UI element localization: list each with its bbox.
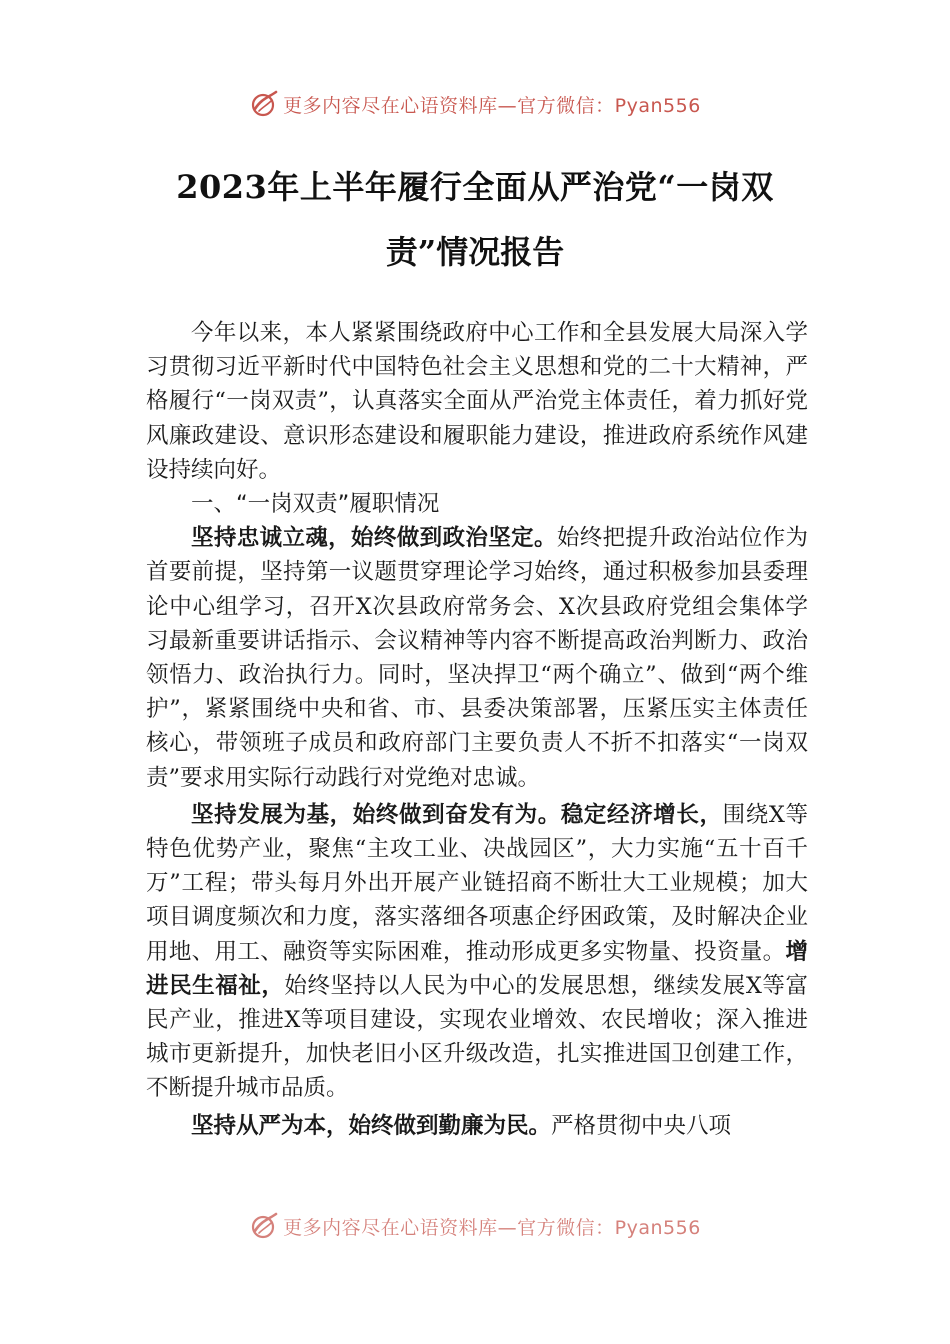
document-title-line-1: 2023年上半年履行全面从严治党“一岗双 [176,168,774,206]
paragraph-text: 围绕X等特色优势产业，聚焦“主攻工业、决战园区”，大力实施“五十百千万”工程；带头每月外出开展产业链招商不断壮大工业规模；加大项目调度频次和力度，落实落细各项惠企纾困政策，及时解决企业用地、用工、融资等实际困难，推动形成更多实物量、投资量。 [146,801,808,965]
paragraph-development [146,798,808,1106]
watermark-text: 更多内容尽在心语资料库—官方微信：Pyan556 [283,1216,701,1239]
watermark-logo-icon [249,89,279,119]
paragraph-integrity [146,1109,808,1143]
watermark-content [249,1211,701,1241]
watermark-footer [0,1206,950,1246]
document-title-line-2: 责”情况报告 [385,233,565,271]
document-body [146,316,808,1143]
watermark-logo-icon [249,1211,279,1241]
paragraph-text: 始终把提升政治站位作为首要前提，坚持第一议题贯穿理论学习始终，通过积极参加县委理论中心组学习，召开X次县政府常务会、X次县政府党组会集体学习最新重要讲话指示、会议精神等内容不断提高政治判断力、政治领悟力、政治执行力。同时，坚决捍卫“两个确立”、做到“两个维护”，紧紧围绕中央和省、市、县委决策部署，压紧压实主体责任核心，带领班子成员和政府部门主要负责人不折不扣落实“一岗双责”要求用实际行动践行对党绝对忠诚。 [146,525,808,791]
paragraph-text: 严格贯彻中央八项 [551,1112,732,1139]
paragraph-political-loyalty [146,521,808,795]
paragraph-lead-bold: 坚持忠诚立魂，始终做到政治坚定。 [191,525,557,552]
paragraph-lead-bold: 坚持发展为基，始终做到奋发有为。稳定经济增长， [191,801,723,828]
paragraph-text: 始终坚持以人民为中心的发展思想，继续发展X等富民产业，推进X等项目建设，实现农业增效、农民增收；深入推进城市更新提升，加快老旧小区升级改造，扎实推进国卫创建工作，不断提升城市品质。 [146,972,808,1102]
paragraph-inline-bold: 增进民生福祉， [146,938,808,999]
watermark-header [0,84,950,124]
watermark-content [249,89,701,119]
intro-paragraph: 今年以来，本人紧紧围绕政府中心工作和全县发展大局深入学习贯彻习近平新时代中国特色社会主义思想和党的二十大精神，严格履行“一岗双责”，认真落实全面从严治党主体责任，着力抓好党风廉政建设、意识形态建设和履职能力建设，推进政府系统作风建设持续向好。 [146,320,808,483]
watermark-text: 更多内容尽在心语资料库—官方微信：Pyan556 [283,94,701,117]
paragraph-lead-bold: 坚持从严为本，始终做到勤廉为民。 [191,1112,552,1139]
section-heading-1: 一、“一岗双责”履职情况 [191,491,440,518]
